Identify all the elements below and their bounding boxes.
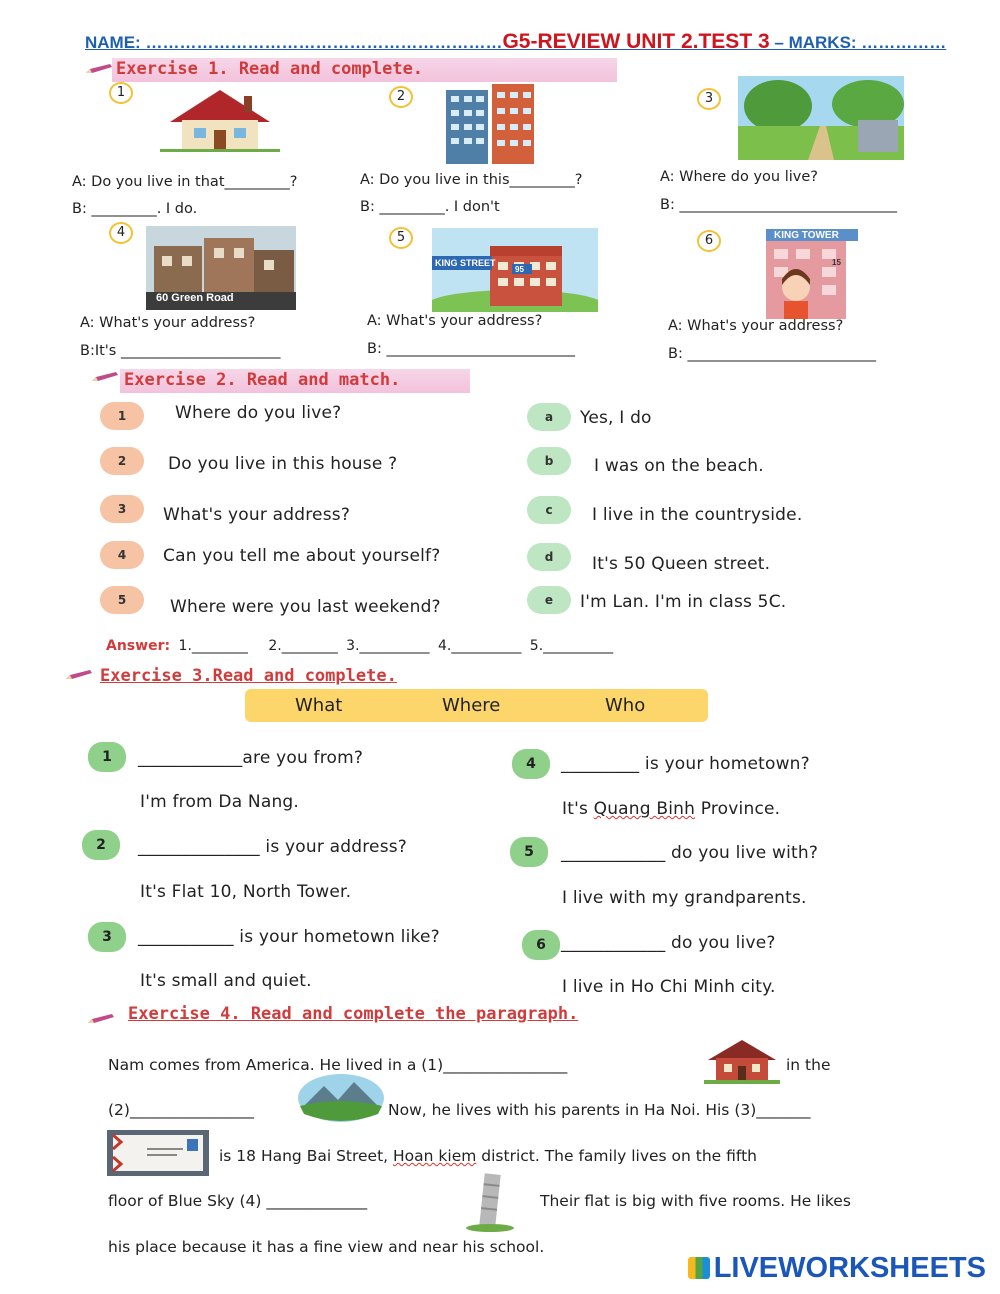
- ex3-answer: It's small and quiet.: [140, 971, 312, 991]
- marks-label: – MARKS: ……………: [769, 33, 947, 52]
- word-box: [245, 689, 708, 722]
- ex1-q5-line-a: A: What's your address?: [367, 313, 543, 329]
- ex1-number-1: 1: [109, 82, 133, 104]
- ex2-answer-letter: a: [527, 403, 571, 431]
- ex3-question: ______________ is your address?: [138, 837, 408, 857]
- ex2-question-number: 3: [100, 495, 144, 523]
- ex3-question: _________ is your hometown?: [561, 754, 810, 774]
- liveworksheets-logo: LIVEWORKSHEETS: [688, 1252, 986, 1285]
- tower-image: [462, 1170, 518, 1232]
- exercise-4-title: Exercise 4. Read and complete the paragraph.: [128, 1004, 579, 1024]
- paragraph-line-3: is 18 Hang Bai Street, Hoan kiem district. The family lives on the fifth: [219, 1147, 757, 1165]
- ex1-q3-line-a: A: Where do you live?: [660, 169, 818, 185]
- ex2-answer-text: I was on the beach.: [594, 456, 764, 476]
- worksheet-header: [85, 30, 946, 54]
- ex1-q2-line-a: A: Do you live in this_________?: [360, 172, 583, 188]
- pencil-icon: [66, 670, 92, 680]
- ex1-number-5: 5: [389, 227, 413, 249]
- ex1-number-6: 6: [697, 230, 721, 252]
- answer-slot-2[interactable]: 2.________: [268, 638, 338, 654]
- pencil-icon: [86, 64, 112, 74]
- logo-mark-icon: [688, 1257, 710, 1279]
- ex3-question: ____________are you from?: [138, 748, 364, 768]
- ex3-answer: I live in Ho Chi Minh city.: [562, 977, 776, 997]
- house-image: [704, 1036, 780, 1084]
- ex2-question-text: Can you tell me about yourself?: [163, 546, 441, 566]
- word-option: What: [295, 695, 343, 716]
- pencil-icon: [92, 372, 118, 382]
- paragraph-line-5: his place because it has a fine view and near his school.: [108, 1238, 545, 1256]
- ex3-number: 1: [88, 742, 126, 772]
- ex3-number: 6: [522, 930, 560, 960]
- ex2-answer-text: I'm Lan. I'm in class 5C.: [580, 592, 787, 612]
- ex1-number-2: 2: [389, 86, 413, 108]
- ex2-question-text: Do you live in this house ?: [168, 454, 398, 474]
- ex3-answer: It's Flat 10, North Tower.: [140, 882, 352, 902]
- ex3-number: 3: [88, 922, 126, 952]
- ex1-number-3: 3: [697, 88, 721, 110]
- ex2-question-text: What's your address?: [163, 505, 351, 525]
- ex1-q3-line-b: B: ______________________________: [660, 197, 897, 213]
- ex1-q1-line-b: B: _________. I do.: [72, 201, 198, 217]
- word-option: Where: [442, 695, 501, 716]
- ex1-number-4: 4: [109, 222, 133, 244]
- ex1-q4-line-b: B:It's ______________________: [80, 343, 281, 359]
- exercise-2-title: Exercise 2. Read and match.: [120, 369, 470, 393]
- ex3-number: 4: [512, 749, 550, 779]
- ex2-answer-letter: e: [527, 586, 571, 614]
- ex2-answer-text: I live in the countryside.: [592, 505, 803, 525]
- ex3-answer: I'm from Da Nang.: [140, 792, 300, 812]
- ex2-question-number: 4: [100, 541, 144, 569]
- ex2-question-number: 2: [100, 447, 144, 475]
- ex2-answer-letter: c: [527, 496, 571, 524]
- ex1-q6-line-b: B: __________________________: [668, 346, 876, 362]
- answer-label: Answer:: [106, 638, 171, 654]
- king-tower-image: [752, 229, 858, 319]
- ex2-answer-row: [106, 638, 613, 654]
- ex3-question: ____________ do you live?: [561, 933, 776, 953]
- king-street-sign: KING STREET: [435, 258, 496, 268]
- paragraph-line-2a: (2)________________: [108, 1101, 254, 1119]
- exercise-3-title: Exercise 3.Read and complete.: [100, 666, 397, 686]
- envelope-image: [107, 1130, 209, 1176]
- ex2-question-number: 5: [100, 586, 144, 614]
- king-tower-number: 15: [832, 258, 841, 267]
- ex3-answer: It's Quang Binh Province.: [562, 799, 781, 819]
- exercise-1-title: Exercise 1. Read and complete.: [112, 58, 617, 82]
- name-label: NAME: ………………………………………………………: [85, 33, 503, 52]
- answer-slot-4[interactable]: 4.__________: [437, 638, 522, 654]
- ex1-q2-line-b: B: _________. I don't: [360, 199, 500, 215]
- ex2-answer-text: It's 50 Queen street.: [592, 554, 771, 574]
- ex2-answer-text: Yes, I do: [580, 408, 652, 428]
- worksheet-title: G5-REVIEW UNIT 2.TEST 3: [502, 30, 770, 53]
- apartment-building-image: [440, 80, 542, 164]
- ex3-answer: I live with my grandparents.: [562, 888, 807, 908]
- paragraph-line-4b: Their flat is big with five rooms. He likes: [540, 1192, 851, 1210]
- ex3-question: ____________ do you live with?: [561, 843, 819, 863]
- ex3-number: 5: [510, 837, 548, 867]
- ex1-q1-line-a: A: Do you live in that_________?: [72, 174, 298, 190]
- ex1-q6-line-a: A: What's your address?: [668, 318, 844, 334]
- ex3-number: 2: [82, 830, 120, 860]
- ex1-q5-line-b: B: __________________________: [367, 341, 575, 357]
- ex2-question-number: 1: [100, 402, 144, 430]
- ex2-answer-letter: d: [527, 543, 571, 571]
- king-street-number: 95: [515, 265, 524, 274]
- countryside-image: [738, 76, 904, 160]
- ex3-question: ___________ is your hometown like?: [138, 927, 440, 947]
- paragraph-line-1b: in the: [786, 1056, 831, 1074]
- ex2-question-text: Where do you live?: [175, 403, 342, 423]
- word-option: Who: [605, 695, 646, 716]
- king-tower-sign: KING TOWER: [774, 230, 839, 241]
- countryside-image: [298, 1074, 384, 1122]
- house-image: [160, 86, 280, 152]
- ex2-question-text: Where were you last weekend?: [170, 597, 441, 617]
- pencil-icon: [88, 1014, 114, 1024]
- green-road-caption: 60 Green Road: [156, 292, 234, 304]
- answer-slot-1[interactable]: 1.________: [178, 638, 248, 654]
- paragraph-line-1a: Nam comes from America. He lived in a (1)________________: [108, 1056, 568, 1074]
- answer-slot-3[interactable]: 3.__________: [346, 638, 430, 654]
- ex2-answer-letter: b: [527, 447, 571, 475]
- paragraph-line-2b: Now, he lives with his parents in Ha Noi. His (3)_______: [388, 1101, 811, 1119]
- ex1-q4-line-a: A: What's your address?: [80, 315, 256, 331]
- paragraph-line-4a: floor of Blue Sky (4) _____________: [108, 1192, 368, 1210]
- answer-slot-5[interactable]: 5.__________: [529, 638, 614, 654]
